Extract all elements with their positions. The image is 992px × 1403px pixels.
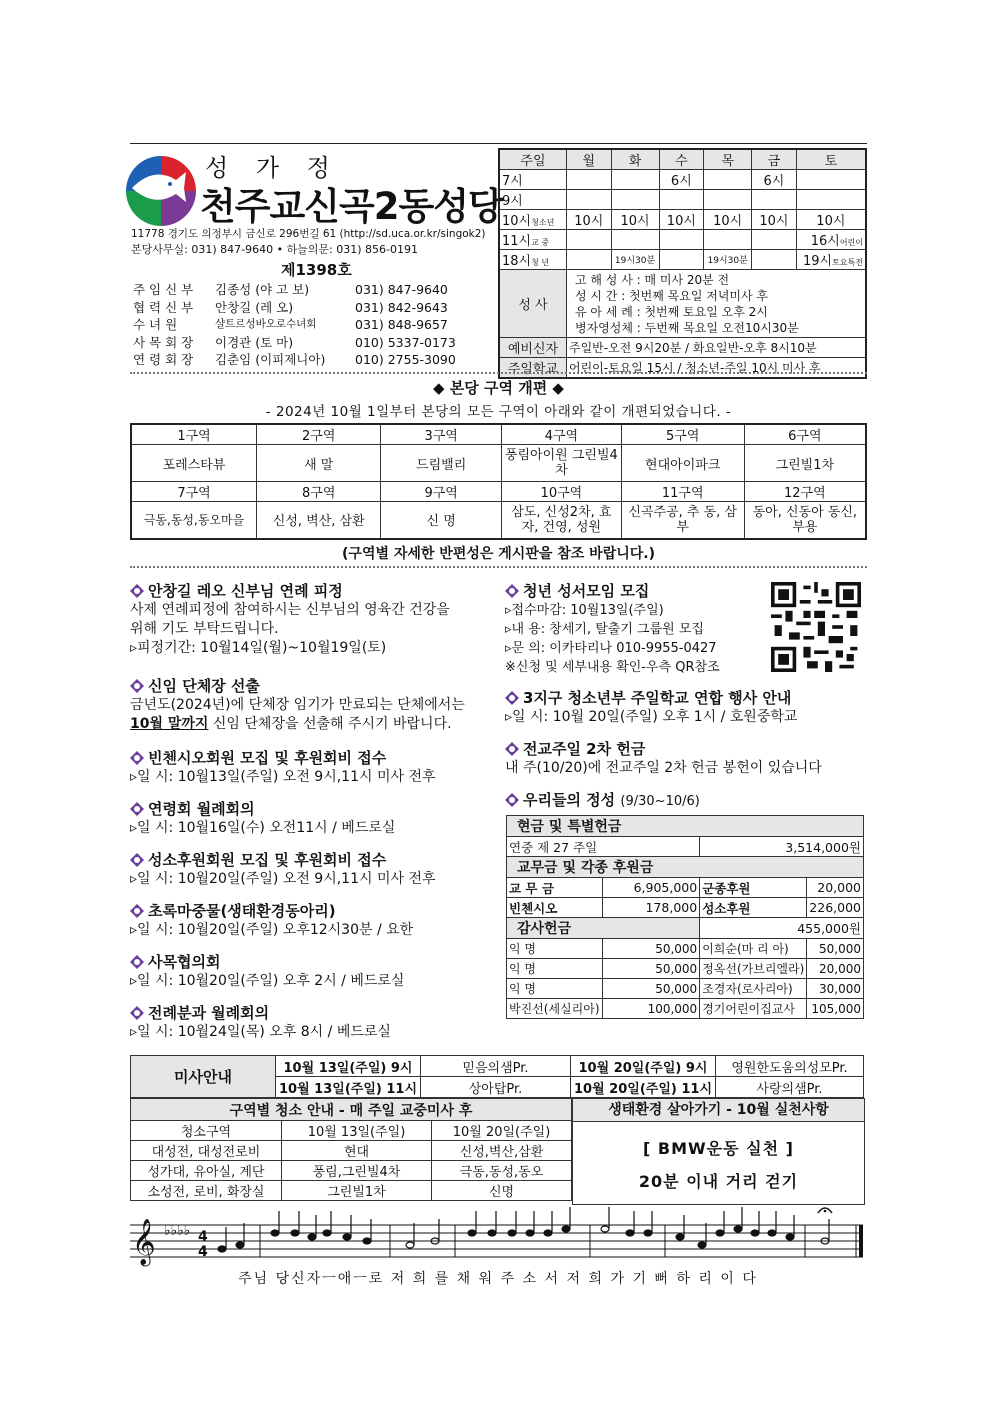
district-area: 새 말 xyxy=(257,445,381,482)
notice-title: 사목협의회 xyxy=(148,953,221,971)
mass-time xyxy=(752,250,797,270)
music-score xyxy=(130,1205,866,1270)
notice-line: ▹일 시: 10월24일(목) 오후 8시 / 베드로실 xyxy=(130,1024,391,1040)
mass-time: 19시 xyxy=(802,254,833,269)
notice-title: 빈첸시오회원 모집 및 후원회비 접수 xyxy=(148,749,387,767)
sacrament-label: 성 사 xyxy=(499,270,566,338)
donor-amount: 50,000 xyxy=(602,979,700,999)
district-area: 삼도, 신성2차, 효자, 건영, 성원 xyxy=(501,502,621,539)
mass-time xyxy=(566,250,611,270)
issue-number: 제1398호 xyxy=(281,261,352,279)
mass-time: 10시 xyxy=(704,210,752,230)
staff-name: 김춘임 (이피제니아) xyxy=(215,352,326,367)
notice-line: 사제 연례피정에 참여하시는 신부님의 영육간 건강을 xyxy=(130,602,450,618)
section-divider xyxy=(130,566,867,568)
cleaning-area: 소성전, 로비, 화장실 xyxy=(131,1181,282,1201)
mass-time xyxy=(566,170,611,190)
donor-name: 박진선(세실리아) xyxy=(507,999,603,1019)
staff-name: 이경관 (토 마) xyxy=(215,334,294,350)
mass-note: 토요특전 xyxy=(832,258,863,267)
offering-heading xyxy=(505,789,867,810)
diamond-bullet-icon xyxy=(130,584,144,598)
district-head: 2구역 xyxy=(257,424,381,445)
diamond-bullet-icon xyxy=(130,904,144,918)
parish-address: 11778 경기도 의정부시 금신로 296번길 61 (http://sd.uca.or.kr/singok2) xyxy=(131,228,486,240)
qr-code-icon[interactable] xyxy=(771,582,861,672)
svg-text:♭♭♭♭: ♭♭♭♭ xyxy=(164,1223,191,1239)
svg-text:4: 4 xyxy=(198,1229,208,1245)
mass-time xyxy=(611,190,659,210)
notice-title: 성소후원회원 모집 및 후원회비 접수 xyxy=(148,851,387,869)
eco-line: [ BMW운동 실천 ] xyxy=(643,1139,794,1158)
staff-phone: 010) 5337-0173 xyxy=(355,334,456,350)
district-head: 8구역 xyxy=(257,482,381,502)
mass-info-group: 상아탑Pr. xyxy=(421,1077,571,1098)
district-area: 풍림아이원 그린빌4차 xyxy=(501,445,621,482)
notice-liturgy xyxy=(130,1002,492,1053)
mass-time: 19시30분 xyxy=(611,250,659,270)
cleaning-group: 현대 xyxy=(282,1141,432,1161)
notice-pastoral-council xyxy=(130,951,492,1002)
mass-time xyxy=(796,190,866,210)
day-header: 화 xyxy=(611,149,659,170)
diamond-bullet-icon xyxy=(130,955,144,969)
notice-vincent xyxy=(130,747,492,798)
cleaning-head: 10월 20일(주일) xyxy=(432,1121,572,1141)
mass-time: 10시 xyxy=(566,210,611,230)
mass-time: 6시 xyxy=(752,170,797,190)
diamond-bullet-icon xyxy=(130,802,144,816)
staff-role: 수 녀 원 xyxy=(133,317,178,332)
mass-info-table xyxy=(130,1055,864,1098)
staff-list xyxy=(133,281,493,369)
mass-info-label: 미사안내 xyxy=(131,1056,276,1098)
mass-info-time: 10월 13일(주일) 9시 xyxy=(276,1056,421,1077)
staff-phone: 031) 847-9640 xyxy=(355,282,448,297)
dues-value: 226,000 xyxy=(807,898,864,918)
cleaning-group: 풍림,그린빌4차 xyxy=(282,1161,432,1181)
mass-info-time: 10월 13일(주일) 11시 xyxy=(276,1077,421,1098)
notice-title: 연령회 월례회의 xyxy=(148,800,255,818)
parish-logo-icon xyxy=(124,154,198,228)
district-area: 동아, 신동아 동신, 부용 xyxy=(744,502,866,539)
notice-leader xyxy=(130,675,492,747)
cleaning-group: 신명 xyxy=(432,1181,572,1201)
mass-time: 18시 xyxy=(502,254,532,269)
sacrament-line: 병자영성체 : 두번째 목요일 오전10시30분 xyxy=(574,320,799,335)
mass-info-time: 10월 20일(주일) 9시 xyxy=(571,1056,716,1077)
mass-time: 7시 xyxy=(499,170,566,190)
notice-emphasis: 10월 말까지 xyxy=(130,716,209,732)
offering-section: 교무금 및 각종 후원금 xyxy=(507,857,864,878)
parish-phones: 본당사무실: 031) 847-9640 • 하늘의문: 031) 856-0191 xyxy=(131,243,419,256)
notice-title: 안창길 레오 신부님 연례 피정 xyxy=(148,582,343,600)
district-title: ◆ 본당 구역 개편 ◆ xyxy=(433,379,564,397)
district-table xyxy=(130,423,867,540)
notice-line: ▹일 시: 10월 20일(주일) 오후 1시 / 호원중학교 xyxy=(505,709,798,725)
dues-key: 교 무 금 xyxy=(507,878,603,898)
mass-time xyxy=(704,170,752,190)
day-header: 토 xyxy=(796,149,866,170)
district-area: 드림밸리 xyxy=(381,445,502,482)
notice-eco-club xyxy=(130,900,492,951)
donor-name: 정옥선(가브리엘라) xyxy=(700,959,807,979)
staff-role: 주 임 신 부 xyxy=(133,282,194,297)
mass-info-time: 10월 20일(주일) 11시 xyxy=(571,1077,716,1098)
mass-time: 10시 xyxy=(752,210,797,230)
svg-text:4: 4 xyxy=(198,1244,208,1260)
dues-value: 20,000 xyxy=(807,878,864,898)
diamond-bullet-icon xyxy=(130,1006,144,1020)
notice-line: ▹접수마감: 10월13일(주일) xyxy=(505,603,664,618)
cleaning-group: 그린빌1차 xyxy=(282,1181,432,1201)
district-head: 7구역 xyxy=(131,482,257,502)
left-notices xyxy=(130,580,492,1053)
day-header: 목 xyxy=(704,149,752,170)
district-area: 그린빌1차 xyxy=(744,445,866,482)
dues-value: 178,000 xyxy=(602,898,700,918)
mass-time xyxy=(611,170,659,190)
mass-note: 교 중 xyxy=(531,238,550,247)
mass-note: 청 년 xyxy=(531,258,550,267)
district-head: 10구역 xyxy=(501,482,621,502)
parish-subtitle: 성 가 정 xyxy=(205,154,340,182)
staff-name: 김종성 (야 고 보) xyxy=(215,282,310,297)
right-notices xyxy=(505,580,867,810)
section-divider xyxy=(130,372,867,374)
offering-section: 감사헌금 xyxy=(507,918,700,939)
mass-time: 10시 xyxy=(659,210,704,230)
music-lyrics: 주님 당신자ㅡ애ㅡ로 저 희 를 채 워 주 소 서 저 희 가 기 뻐 하 리 이 다 xyxy=(238,1271,758,1287)
notice-title: 청년 성서모임 모집 xyxy=(523,582,650,600)
donor-amount: 50,000 xyxy=(807,939,864,959)
notice-line: 위해 기도 부탁드립니다. xyxy=(130,621,279,637)
dues-key: 군종후원 xyxy=(700,878,807,898)
staff-row xyxy=(133,281,493,299)
staff-role: 협 력 신 부 xyxy=(133,299,194,315)
catechumen-label: 예비신자 xyxy=(499,338,566,358)
catechumen-info: 주일반-오전 9시20분 / 화요일반-오후 8시10분 xyxy=(566,338,866,358)
notice-title: 3지구 청소년부 주일학교 연합 행사 안내 xyxy=(523,689,792,707)
staff-role: 연 령 회 장 xyxy=(133,352,194,367)
notice-line: ▹피정기간: 10월14일(월)~10월19일(토) xyxy=(130,640,387,656)
staff-name: 안창길 (레 오) xyxy=(215,299,294,315)
notice-line: ▹문 의: 이카타리나 010-9955-0427 xyxy=(505,641,717,656)
mass-time xyxy=(752,230,797,250)
dues-key: 빈첸시오 xyxy=(507,898,603,918)
district-subtitle: - 2024년 10월 1일부터 본당의 모든 구역이 아래와 같이 개편되었습니다. - xyxy=(265,404,732,420)
eco-box xyxy=(572,1098,865,1205)
offering-week: 연중 제 27 주일 xyxy=(507,837,700,857)
mass-time xyxy=(566,190,611,210)
top-rule xyxy=(130,143,867,144)
sundayschool-info: 어린이-토요일 15시 / 청소년-주일 10시 미사 후 xyxy=(566,358,866,379)
sacrament-line: 성 시 간 : 첫번째 목요일 저녁미사 후 xyxy=(574,288,769,303)
staff-row xyxy=(133,316,493,334)
mass-note: 청소년 xyxy=(531,218,555,227)
notice-funeral-meeting xyxy=(130,798,492,849)
mass-time: 10시 xyxy=(796,210,866,230)
district-head: 11구역 xyxy=(621,482,744,502)
donor-amount: 30,000 xyxy=(807,979,864,999)
mass-time xyxy=(611,230,659,250)
notice-line: ▹일 시: 10월20일(주일) 오후 2시 / 베드로실 xyxy=(130,973,405,989)
notice-retreat xyxy=(130,580,492,675)
notice-mission-offering xyxy=(505,738,867,789)
svg-text:𝄞: 𝄞 xyxy=(132,1219,156,1265)
offering-section: 현금 및 특별헌금 xyxy=(507,816,864,837)
mass-time xyxy=(659,190,704,210)
notice-line: 금년도(2024년)에 단체장 임기가 만료되는 단체에서는 xyxy=(130,697,465,713)
offering-week-amount: 3,514,000원 xyxy=(700,837,864,857)
notice-line: ▹일 시: 10월16일(수) 오전11시 / 베드로실 xyxy=(130,820,396,836)
diamond-bullet-icon xyxy=(505,793,519,807)
staff-row xyxy=(133,334,493,352)
staff-role: 사 목 회 장 xyxy=(133,334,194,350)
thanks-amount: 455,000원 xyxy=(700,918,864,939)
day-header: 주일 xyxy=(499,149,566,170)
notice-title: 전례분과 월례회의 xyxy=(148,1004,270,1022)
district-head: 12구역 xyxy=(744,482,866,502)
district-area: 포레스타뷰 xyxy=(131,445,257,482)
district-head: 1구역 xyxy=(131,424,257,445)
mass-note: 어린이 xyxy=(839,238,863,247)
mass-time xyxy=(704,190,752,210)
diamond-bullet-icon xyxy=(505,742,519,756)
diamond-bullet-icon xyxy=(130,853,144,867)
staff-row xyxy=(133,351,493,369)
notice-line: ▹내 용: 창세기, 탈출기 그룹원 모집 xyxy=(505,622,704,637)
notice-line: ▹일 시: 10월20일(주일) 오전 9시,11시 미사 전후 xyxy=(130,871,436,887)
district-area: 현대아이파크 xyxy=(621,445,744,482)
offering-period: (9/30~10/6) xyxy=(620,794,700,809)
parish-title: 천주교신곡2동성당 xyxy=(200,185,503,228)
diamond-bullet-icon xyxy=(505,584,519,598)
district-head: 3구역 xyxy=(381,424,502,445)
donor-amount: 50,000 xyxy=(602,959,700,979)
cleaning-head: 청소구역 xyxy=(131,1121,282,1141)
donor-amount: 20,000 xyxy=(807,959,864,979)
donor-name: 익 명 xyxy=(507,959,603,979)
district-note: (구역별 자세한 반편성은 게시판을 참조 바랍니다.) xyxy=(342,546,655,562)
eco-line: 20분 이내 거리 걷기 xyxy=(638,1172,799,1191)
mass-info-group: 믿음의샘Pr. xyxy=(421,1056,571,1077)
staff-phone: 010) 2755-3090 xyxy=(355,352,456,367)
staff-phone: 031) 842-9643 xyxy=(355,299,448,315)
mass-time xyxy=(752,190,797,210)
mass-time: 11시 xyxy=(502,234,532,249)
mass-time xyxy=(796,170,866,190)
mass-time: 9시 xyxy=(499,190,566,210)
diamond-bullet-icon xyxy=(505,691,519,705)
district-head: 6구역 xyxy=(744,424,866,445)
donor-amount: 100,000 xyxy=(602,999,700,1019)
mass-info-group: 사랑의샘Pr. xyxy=(716,1077,864,1098)
mass-schedule-table xyxy=(498,148,867,379)
district-area: 신성, 벽산, 삼환 xyxy=(257,502,381,539)
notice-line: 내 주(10/20)에 전교주일 2차 헌금 봉헌이 있습니다 xyxy=(505,760,822,776)
mass-info-group: 영원한도움의성모Pr. xyxy=(716,1056,864,1077)
notice-youth-event xyxy=(505,687,867,738)
mass-time xyxy=(659,230,704,250)
notice-line: ▹일 시: 10월13일(주일) 오전 9시,11시 미사 전후 xyxy=(130,769,436,785)
district-area: 극동,동성,동오마을 xyxy=(131,502,257,539)
notice-line: ▹일 시: 10월20일(주일) 오후12시30분 / 요한 xyxy=(130,922,414,938)
donor-amount: 50,000 xyxy=(602,939,700,959)
diamond-bullet-icon xyxy=(130,679,144,693)
mass-time: 16시 xyxy=(810,234,840,249)
notice-title: 전교주일 2차 헌금 xyxy=(523,740,646,758)
day-header: 월 xyxy=(566,149,611,170)
cleaning-head: 10월 13일(주일) xyxy=(282,1121,432,1141)
day-header: 수 xyxy=(659,149,704,170)
mass-time xyxy=(704,230,752,250)
offering-table xyxy=(506,815,864,1019)
mass-time: 19시30분 xyxy=(704,250,752,270)
staff-phone: 031) 848-9657 xyxy=(355,317,448,332)
donor-name: 경기어린이집교사 xyxy=(700,999,807,1019)
notice-line: ※신청 및 세부내용 확인-우측 QR참조 xyxy=(505,660,720,675)
mass-time xyxy=(566,230,611,250)
cleaning-title: 구역별 청소 안내 - 매 주일 교중미사 후 xyxy=(131,1099,572,1121)
dues-key: 성소후원 xyxy=(700,898,807,918)
donor-name: 이희순(마 리 아) xyxy=(700,939,807,959)
day-header: 금 xyxy=(752,149,797,170)
cleaning-group: 극동,동성,동오 xyxy=(432,1161,572,1181)
notice-title: 신임 단체장 선출 xyxy=(148,677,260,695)
notice-title: 초록마중물(생태환경동아리) xyxy=(148,902,336,920)
staff-name: 샬트르성바오로수녀회 xyxy=(215,318,317,330)
donor-amount: 105,000 xyxy=(807,999,864,1019)
cleaning-area: 성가대, 유아실, 계단 xyxy=(131,1161,282,1181)
mass-time: 10시 xyxy=(502,214,532,229)
donor-name: 익 명 xyxy=(507,939,603,959)
notice-vocation xyxy=(130,849,492,900)
district-area: 신곡주공, 추 동, 삼 부 xyxy=(621,502,744,539)
sacrament-line: 유 아 세 례 : 첫번째 토요일 오후 2시 xyxy=(574,304,768,319)
district-head: 5구역 xyxy=(621,424,744,445)
offering-title: 우리들의 정성 xyxy=(523,791,616,809)
sacrament-line: 고 해 성 사 : 매 미사 20분 전 xyxy=(574,272,730,287)
diamond-bullet-icon xyxy=(130,751,144,765)
cleaning-group: 신성,벽산,삼환 xyxy=(432,1141,572,1161)
district-head: 9구역 xyxy=(381,482,502,502)
notice-line: 신임 단체장을 선출해 주시기 바랍니다. xyxy=(208,716,452,732)
notice-youth-bible xyxy=(505,580,867,687)
dues-value: 6,905,000 xyxy=(602,878,700,898)
cleaning-area: 대성전, 대성전로비 xyxy=(131,1141,282,1161)
donor-name: 조경자(로사리아) xyxy=(700,979,807,999)
staff-row xyxy=(133,299,493,317)
donor-name: 익 명 xyxy=(507,979,603,999)
mass-time: 6시 xyxy=(659,170,704,190)
eco-title: 생태환경 살아가기 - 10월 실천사항 xyxy=(573,1099,864,1122)
district-head: 4구역 xyxy=(501,424,621,445)
sundayschool-label: 주일학교 xyxy=(499,358,566,379)
district-area: 신 명 xyxy=(381,502,502,539)
mass-time: 10시 xyxy=(611,210,659,230)
mass-time xyxy=(659,250,704,270)
cleaning-table xyxy=(130,1098,572,1201)
